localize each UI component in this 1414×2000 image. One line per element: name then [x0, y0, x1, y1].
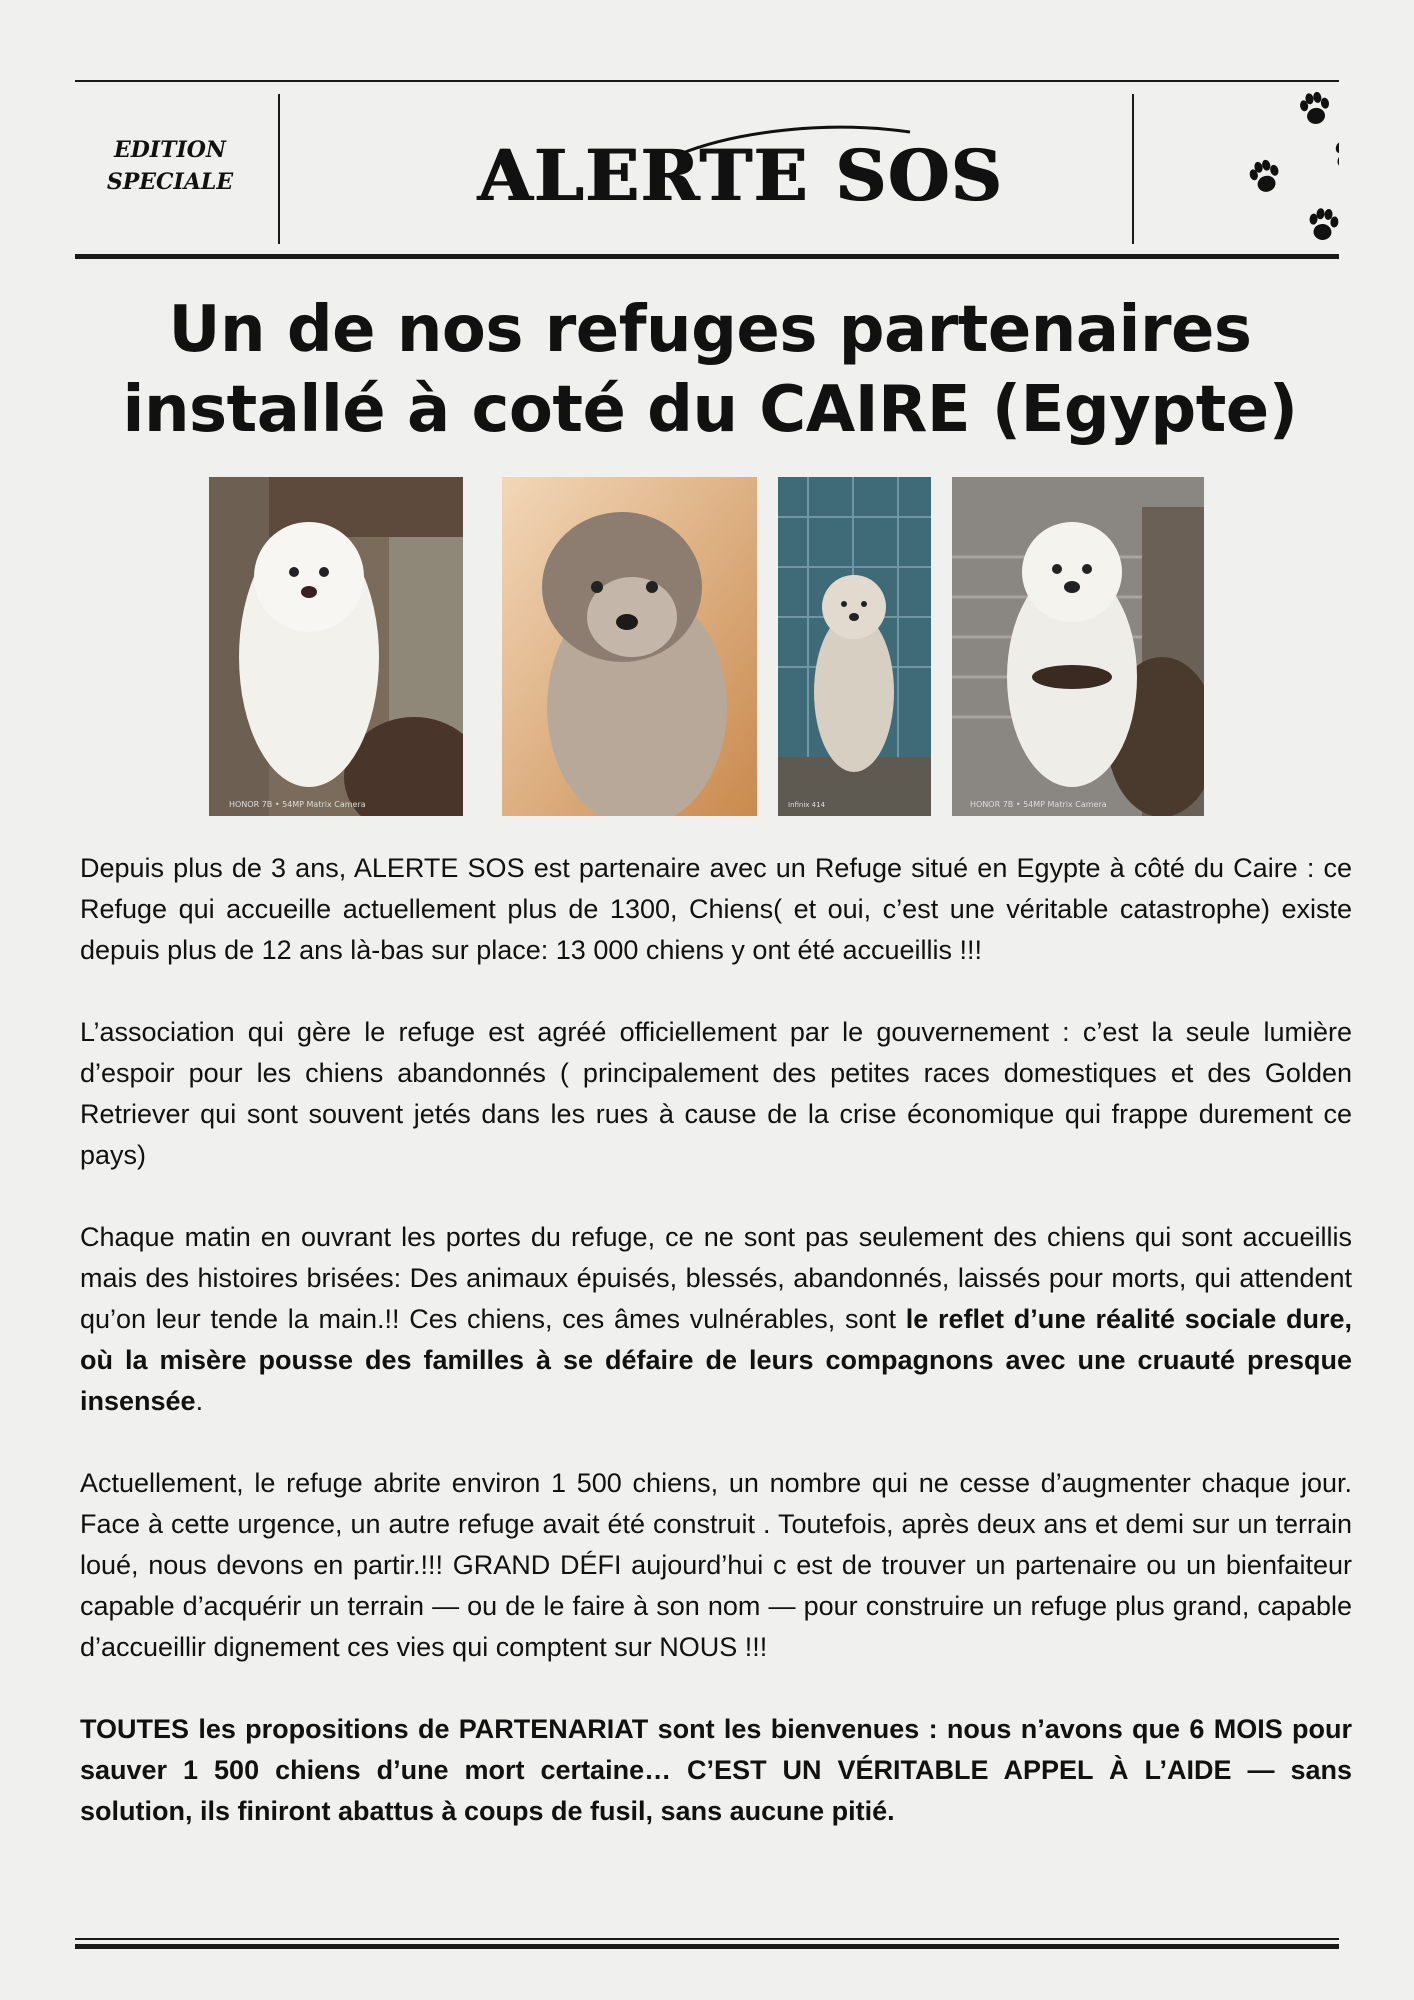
bottom-rule-thick: [75, 1944, 1339, 1949]
paragraph-3-start: Chaque matin en ouvrant les portes du refuge, ce ne sont pas seulement des chiens qui sont accueillis mais des histoires brisées: Des animaux épuisés, blessés, abandonnés, laissés pour morts, qui attendent qu’on leur tende la main.!! Ces chiens, ces âmes vulnérables, sont: [80, 1222, 1352, 1334]
paw-icon: [1247, 157, 1283, 195]
paragraph-3-end: .: [195, 1386, 204, 1416]
headline-line2: installé à coté du CAIRE (Egypte): [122, 373, 1298, 447]
paw-icon: [1308, 207, 1339, 241]
masthead-rule: [75, 254, 1339, 259]
photo-caption: HONOR 7B • 54MP Matrix Camera: [970, 800, 1107, 809]
dog-photo-4: [952, 477, 1204, 816]
masthead-divider-right: [1132, 94, 1134, 244]
masthead: [75, 82, 1339, 254]
paragraph-3: [80, 1217, 1352, 1422]
paw-icon: [1298, 90, 1332, 126]
paragraph-4: Actuellement, le refuge abrite environ 1 500 chiens, un nombre qui ne cesse d’augmenter chaque jour. Face à cette urgence, un autre refuge avait été construit . Toutefois, après deux ans et demi sur un terrain loué, nous devons en partir.!!! GRAND DÉFI aujourd’hui c est de trouver un partenaire ou un bienfaiteur capable d’acquérir un terrain — ou de le faire à son nom — pour construire un refuge plus grand, capable d’accueillir dignement ces vies qui comptent sur NOUS !!!: [80, 1468, 1352, 1662]
paragraph-1: Depuis plus de 3 ans, ALERTE SOS est partenaire avec un Refuge situé en Egypte à côté du Caire : ce Refuge qui accueille actuellement plus de 1300, Chiens( et oui, c’est une véritable catastrophe) existe depuis plus de 12 ans là-bas sur place: 13 000 chiens y ont été accueillis !!!: [80, 853, 1352, 965]
paragraph-3-emphasis: le reflet d’une réalité sociale dure, où la misère pousse des familles à se défaire de leurs compagnons avec une cruauté presque insensée: [80, 1304, 1352, 1416]
bottom-rule-thin: [75, 1938, 1339, 1940]
dog-photo-2: [502, 477, 757, 816]
edition-line1: EDITION: [113, 137, 227, 163]
dog-photo-1: [209, 477, 463, 816]
headline: [60, 290, 1360, 450]
photo-caption: HONOR 7B • 54MP Matrix Camera: [229, 800, 366, 809]
appeal-text: TOUTES les propositions de PARTENARIAT sont les bienvenues : nous n’avons que 6 MOIS pour sauver 1 500 chiens d’une mort certaine… C’EST UN VÉRITABLE APPEL À L’AIDE — sans solution, ils finiront abattus à coups de fusil, sans aucune pitié.: [80, 1714, 1352, 1826]
paragraph-2: L’association qui gère le refuge est agréé officiellement par le gouvernement : c’est la seule lumière d’espoir pour les chiens abandonnés ( principalement des petites races domestiques et des Golden Retriever qui sont souvent jetés dans les rues à cause de la crise économique qui frappe durement ce pays): [80, 1017, 1352, 1170]
article-body: [80, 848, 1352, 1832]
brand-title: ALERTE SOS: [477, 134, 1003, 217]
edition-line2: SPECIALE: [106, 169, 234, 195]
paw-prints: [1205, 82, 1339, 254]
headline-line1: Un de nos refuges partenaires: [168, 293, 1252, 367]
edition-label: [75, 134, 265, 198]
photo-caption: Infinix 414: [788, 801, 826, 809]
paragraph-5-appeal: [80, 1709, 1352, 1832]
paw-icon: [1331, 135, 1339, 173]
dog-photo-3: [778, 477, 931, 816]
